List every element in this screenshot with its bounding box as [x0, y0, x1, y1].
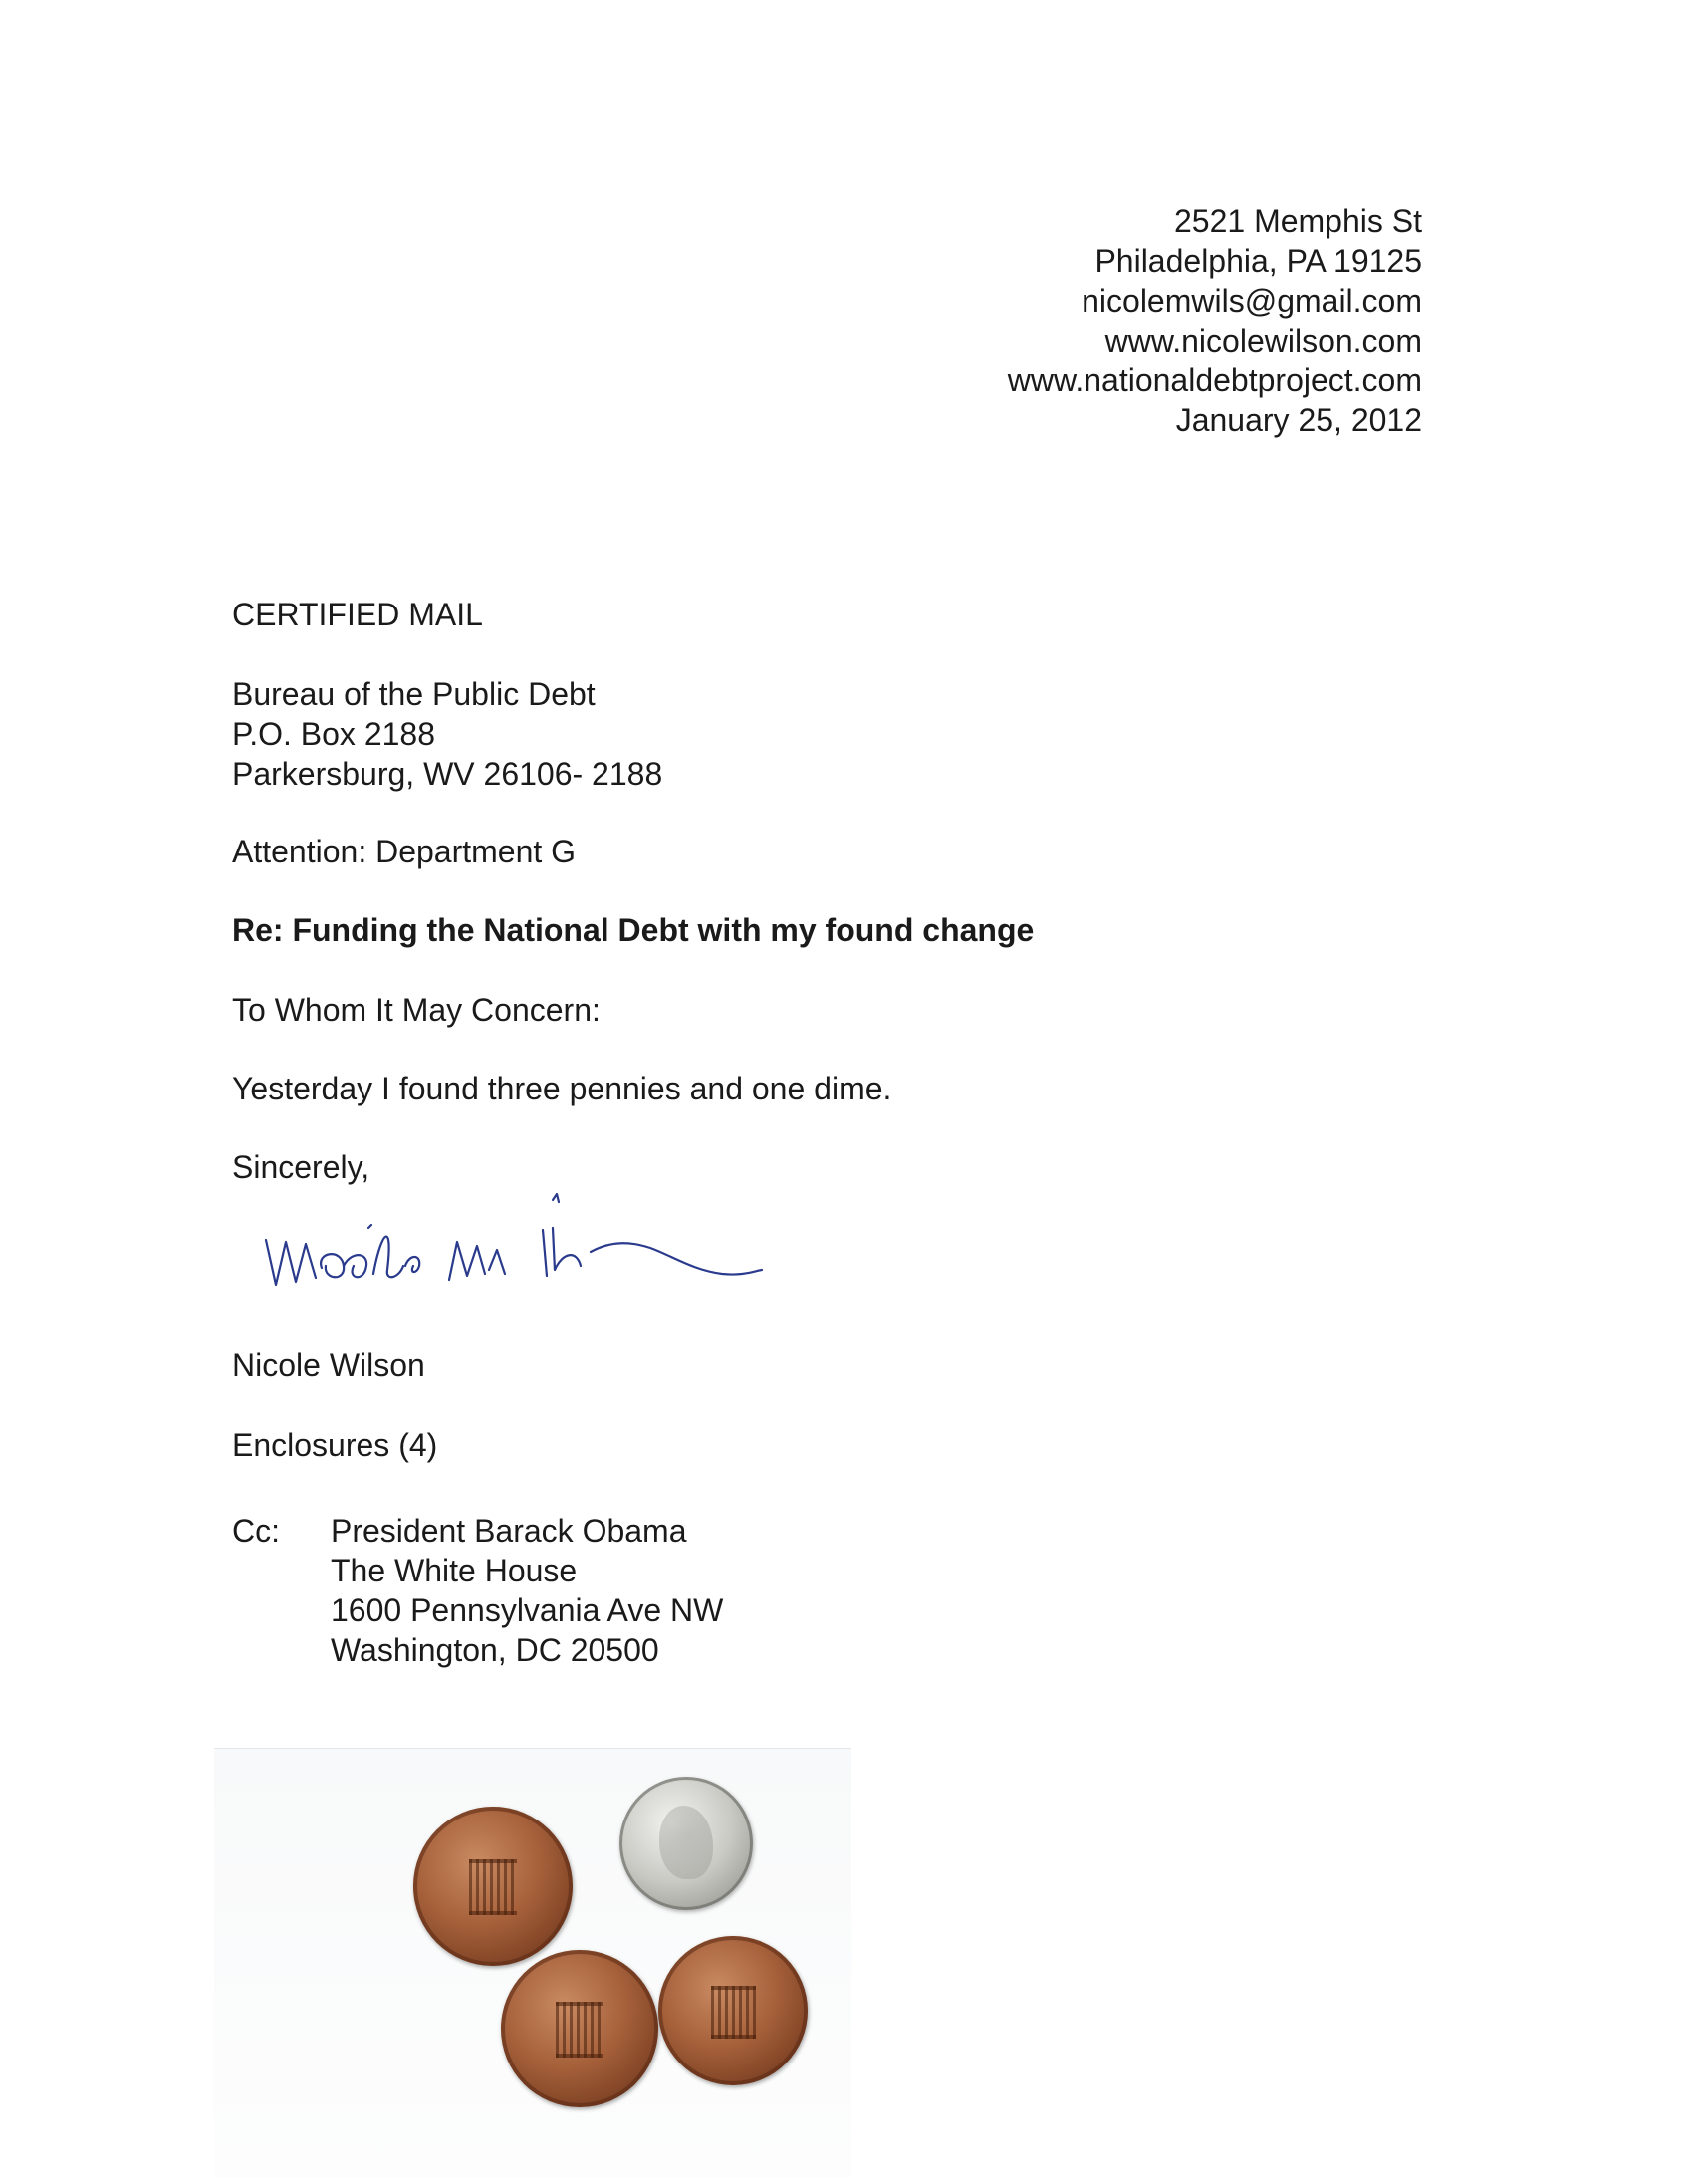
letter-date: January 25, 2012 [1175, 402, 1422, 438]
cc-name: President Barack Obama [331, 1513, 687, 1549]
recipient-po-box: P.O. Box 2188 [232, 716, 435, 752]
dime-coin [619, 1777, 753, 1910]
penny-coin [658, 1936, 808, 2085]
sender-project-website: www.nationaldebtproject.com [1007, 363, 1422, 398]
enclosures-note: Enclosures (4) [232, 1427, 438, 1463]
penny-coin [413, 1807, 573, 1966]
handwritten-signature [254, 1170, 812, 1320]
taped-coins-enclosure [214, 1748, 851, 2177]
cc-street: 1600 Pennsylvania Ave NW [331, 1592, 724, 1628]
signer-name: Nicole Wilson [232, 1347, 425, 1383]
sender-city-state-zip: Philadelphia, PA 19125 [1094, 243, 1422, 279]
letter-body: Yesterday I found three pennies and one dime. [232, 1071, 892, 1106]
attention-line: Attention: Department G [232, 834, 577, 869]
sender-address-block [1008, 201, 1422, 440]
delivery-method: CERTIFIED MAIL [232, 597, 483, 632]
cc-address-block [331, 1511, 723, 1670]
sender-street: 2521 Memphis St [1173, 203, 1422, 239]
penny-coin [501, 1950, 658, 2107]
sender-website: www.nicolewilson.com [1104, 323, 1422, 359]
recipient-city-state-zip: Parkersburg, WV 26106- 2188 [232, 756, 663, 792]
cc-label: Cc: [232, 1513, 280, 1549]
cc-city-state-zip: Washington, DC 20500 [331, 1632, 659, 1668]
sender-email: nicolemwils@gmail.com [1082, 283, 1422, 319]
subject-line: Re: Funding the National Debt with my found change [232, 912, 1035, 948]
salutation: To Whom It May Concern: [232, 992, 601, 1028]
closing: Sincerely, [232, 1149, 370, 1185]
cc-organization: The White House [331, 1553, 578, 1588]
recipient-address-block [232, 674, 662, 794]
recipient-name: Bureau of the Public Debt [232, 676, 596, 712]
